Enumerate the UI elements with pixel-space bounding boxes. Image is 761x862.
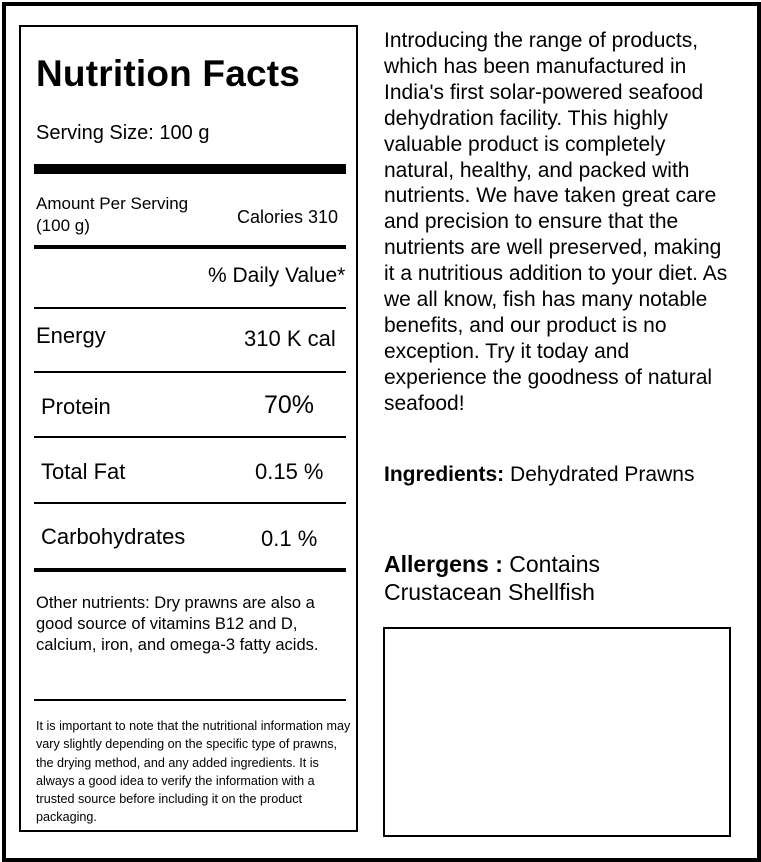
ingredients-value: Dehydrated Prawns	[504, 463, 695, 486]
serving-size: Serving Size: 100 g	[36, 122, 210, 144]
nutrient-value-energy: 310 K cal	[244, 326, 336, 351]
thick-divider	[34, 164, 346, 174]
product-description	[384, 28, 734, 417]
nutrition-facts-title: Nutrition Facts	[36, 53, 301, 94]
thin-divider	[34, 502, 346, 504]
ingredients	[384, 462, 724, 488]
medium-divider	[34, 245, 346, 249]
nutrition-facts-panel	[19, 25, 358, 832]
allergens	[384, 550, 724, 606]
allergens-value: Contains Crustacean Shellfish	[384, 551, 601, 605]
other-nutrients-text: Other nutrients: Dry prawns are also a good source of vitamins B12 and D, calcium, iron, and omega-3 fatty acids.	[36, 594, 319, 654]
daily-value-header: % Daily Value*	[208, 264, 346, 287]
amount-per-serving-unit: (100 g)	[36, 216, 90, 235]
nutrient-value-carbohydrates: 0.1 %	[261, 526, 318, 551]
thin-divider	[34, 371, 346, 373]
medium-divider	[34, 568, 346, 572]
amount-per-serving-label: Amount Per Serving	[36, 194, 189, 213]
nutrient-label-carbohydrates: Carbohydrates	[41, 524, 186, 549]
description-text: Introducing the range of products, which has been manufactured in India's first solar-powered seafood dehydration facility. This highly valuable product is completely natural, healthy, and packed with nutrients. We have taken great care and precision to ensure that the nutrients are well preserved, making it a nutritious addition to your diet. As we all know, fish has many notable benefits, and our product is no exception. Try it today and experience the goodness of natural seafood!	[384, 29, 728, 415]
ingredients-label: Ingredients:	[384, 463, 505, 486]
amount-per-serving	[36, 193, 188, 237]
thin-divider	[34, 699, 346, 701]
thin-divider	[34, 307, 346, 309]
allergens-label: Allergens :	[384, 551, 503, 577]
disclaimer-text: It is important to note that the nutritional information may vary slightly depending on the specific type of prawns, the drying method, and any added ingredients. It is always a good idea to verify the information with a trusted source before including it on the product packaging.	[36, 719, 351, 825]
nutrient-label-energy: Energy	[36, 323, 106, 348]
nutrient-label-protein: Protein	[41, 394, 111, 419]
nutrient-value-protein: 70%	[264, 391, 315, 419]
thin-divider	[34, 436, 346, 438]
calories: Calories 310	[237, 207, 339, 227]
empty-box	[383, 627, 731, 837]
nutrient-label-total-fat: Total Fat	[41, 459, 126, 484]
nutrient-value-total-fat: 0.15 %	[255, 459, 324, 484]
